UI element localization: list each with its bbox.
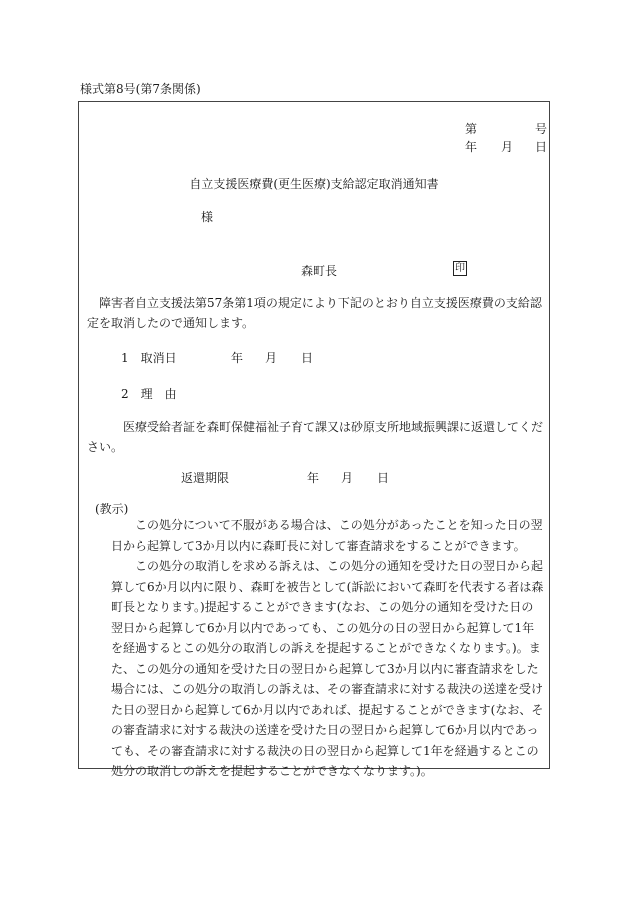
deadline-nen: 年 bbox=[307, 471, 320, 485]
item1-label: 1 取消日 bbox=[121, 351, 177, 365]
body-paragraph bbox=[87, 293, 545, 333]
notice-body bbox=[99, 515, 545, 782]
number-gou: 号 bbox=[535, 122, 548, 136]
date-nen: 年 bbox=[465, 140, 478, 154]
notice-frame bbox=[78, 101, 550, 778]
item1-nen: 年 bbox=[231, 351, 244, 365]
notice-heading: (教示) bbox=[95, 502, 129, 516]
form-number-label: 様式第8号(第7条関係) bbox=[80, 82, 201, 96]
addressee-suffix: 様 bbox=[201, 210, 214, 224]
number-dai: 第 bbox=[465, 122, 478, 136]
item1-hi: 日 bbox=[301, 351, 314, 365]
body-text-1: 障害者自立支援法第57条第1項の規定により下記のとおり自立支援医療費の支給認定を取消したので通知します。 bbox=[87, 296, 542, 330]
issuer-name: 森町長 bbox=[301, 264, 338, 278]
notice-paragraph-2: この処分の取消しを求める訴えは、この処分の通知を受けた日の翌日から起算して6か月以内に限り、森町を被告として(訴訟において森町を代表する者は森町長となります。)提起することができます(なお、この処分の通知を受けた日の翌日から起算して6か月以内であっても、この処分の日の翌日から起算して1年を経過するとこの処分の取消しの訴えを提起することができなくなります。)。また、この処分の通知を受けた日の翌日から起算して3か月以内に審査請求をした場合には、この処分の取消しの訴えは、その審査請求に対する裁決の送達を受けた日の翌日から起算して6か月以内であれば、提起することができます(なお、その審査請求に対する裁決の送達を受けた日の翌日から起算して6か月以内であっても、その審査請求に対する裁決の日の翌日から起算して1年を経過するとこの処分の取消しの訴えを提起することができなくなります。)。 bbox=[111, 559, 544, 778]
deadline-hi: 日 bbox=[377, 471, 390, 485]
date-tsuki: 月 bbox=[501, 140, 514, 154]
return-text: 医療受給者証を森町保健福祉子育て課又は砂原支所地域振興課に返還してください。 bbox=[87, 420, 544, 454]
seal-mark: 印 bbox=[455, 263, 465, 274]
notice-paragraph-1: この処分について不服がある場合は、この処分があったことを知った日の翌日から起算して3か月以内に森町長に対して審査請求をすることができます。 bbox=[111, 518, 543, 553]
deadline-label: 返還期限 bbox=[181, 471, 230, 485]
return-paragraph bbox=[87, 417, 545, 457]
deadline-tsuki: 月 bbox=[341, 471, 354, 485]
item2-label: 2 理 由 bbox=[121, 387, 177, 401]
item1-tsuki: 月 bbox=[265, 351, 278, 365]
date-hi: 日 bbox=[535, 140, 548, 154]
document-title: 自立支援医療費(更生医療)支給認定取消通知書 bbox=[189, 177, 439, 191]
